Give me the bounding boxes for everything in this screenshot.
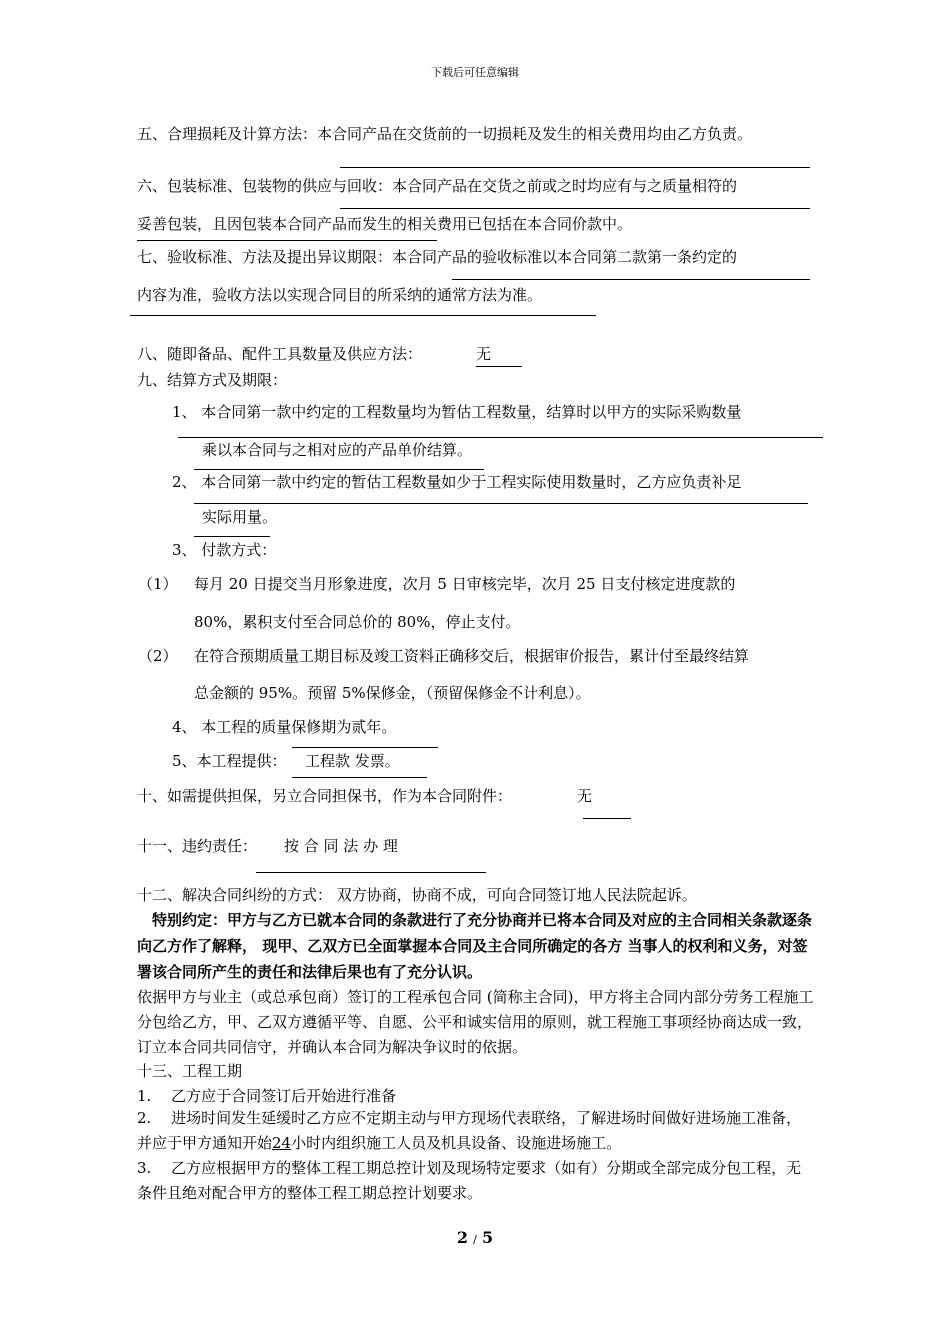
clause-9-2-line1: 2、 本合同第一款中约定的暂估工程数量如少于工程实际使用数量时，乙方应负责补足 <box>172 473 742 491</box>
payment-1-number: （1） <box>138 575 178 593</box>
clause-5: 五、合理损耗及计算方法：本合同产品在交货前的一切损耗及发生的相关费用均由乙方负责。 <box>137 125 753 143</box>
clause-6-line2: 妥善包装，且因包装本合同产品而发生的相关费用已包括在本合同价款中。 <box>137 215 633 233</box>
fill-line <box>194 503 808 504</box>
clause-9-4: 4、 本工程的质量保修期为贰年。 <box>172 718 397 736</box>
clause-13-1: 1. 乙方应于合同签订后开始进行准备 <box>137 1087 397 1105</box>
clause-7-line1: 七、验收标准、方法及提出异议期限：本合同产品的验收标准以本合同第二款第一条约定的 <box>137 248 738 266</box>
clause-9-5: 5、本工程提供： <box>172 752 287 770</box>
fill-line <box>476 366 522 367</box>
clause-9: 九、结算方式及期限： <box>137 371 288 389</box>
clause-13-2-post: 小时内组织施工人员及机具设备、设施进场施工。 <box>291 1134 622 1152</box>
fill-line <box>130 315 596 316</box>
basis-paragraph: 依据甲方与业主（或总承包商）签订的工程承包合同 (简称主合同)，甲方将主合同内部分劳务工程施工分包给乙方，甲、乙双方遵循平等、自愿、公平和诚实信用的原则，就工程施工事项经协商达成一致，订立本合同共同信守，并确认本合同为解决争议时的依据。 <box>137 988 814 1056</box>
current-page: 2 <box>456 1228 469 1247</box>
fill-line <box>178 437 823 438</box>
clause-13-heading: 十三、工程工期 <box>137 1062 243 1080</box>
clause-9-3: 3、 付款方式： <box>172 541 277 559</box>
notice-hours: 24 <box>272 1134 292 1152</box>
page-header: 下载后可任意编辑 <box>431 66 519 79</box>
payment-2-line1: 在符合预期质量工期目标及竣工资料正确移交后，根据审价报告，累计付至最终结算 <box>194 647 750 665</box>
clause-6-line1: 六、包装标准、包装物的供应与回收：本合同产品在交货之前或之时均应有与之质量相符的 <box>137 177 738 195</box>
page-separator: / <box>473 1233 477 1246</box>
clause-9-1-line1: 1、 本合同第一款中约定的工程数量均为暂估工程数量，结算时以甲方的实际采购数量 <box>172 403 742 421</box>
special-agreement: 特别约定：甲方与乙方已就本合同的条款进行了充分协商并已将本合同及对应的主合同相关条款逐条向乙方作了解释， 现甲、乙双方已全面掌握本合同及主合同所确定的各方 当事人的权利和义务，对签署该合同所产生的责任和法律后果也有了充分认识。 <box>137 911 813 981</box>
clause-7-line2: 内容为准，验收方法以实现合同目的所采纳的通常方法为准。 <box>137 286 543 304</box>
page-number <box>0 1228 950 1247</box>
payment-1-line1: 每月 20 日提交当月形象进度，次月 5 日审核完毕，次月 25 日支付核定进度款的 <box>194 575 736 593</box>
clause-13-3: 3. 乙方应根据甲方的整体工程工期总控计划及现场特定要求（如有）分期或全部完成分包工程，无条件且绝对配合甲方的整体工程工期总控计划要求。 <box>137 1159 802 1202</box>
fill-line <box>137 240 437 241</box>
total-pages: 5 <box>481 1228 494 1247</box>
fill-line <box>340 167 810 168</box>
fill-line <box>452 279 810 280</box>
clause-8: 八、随即备品、配件工具数量及供应方法： <box>137 345 423 363</box>
fill-line <box>292 747 438 748</box>
fill-line <box>256 872 486 873</box>
clause-10-value: 无 <box>577 787 593 805</box>
clause-9-5-value: 工程款 发票。 <box>305 752 400 770</box>
payment-2-line2: 总金额的 95%。预留 5%保修金，（预留保修金不计利息）。 <box>194 684 591 702</box>
clause-9-2-line2: 实际用量。 <box>202 508 278 526</box>
fill-line <box>292 777 427 778</box>
clause-11-value: 按 合 同 法 办 理 <box>284 837 398 855</box>
clause-8-value: 无 <box>476 345 492 363</box>
payment-2-number: （2） <box>138 647 178 665</box>
clause-13-2 <box>137 1106 815 1156</box>
clause-9-1-line2: 乘以本合同与之相对应的产品单价结算。 <box>202 441 473 459</box>
clause-11: 十一、违约责任： <box>137 837 258 855</box>
payment-1-line2: 80%，累积支付至合同总价的 80%，停止支付。 <box>194 613 521 631</box>
fill-line <box>583 818 631 819</box>
fill-line <box>340 208 810 209</box>
clause-12: 十二、解决合同纠纷的方式： 双方协商，协商不成，可向合同签订地人民法院起诉。 <box>137 886 697 904</box>
fill-line <box>194 469 484 470</box>
fill-line <box>194 536 270 537</box>
clause-13-2-pre: 2. 进场时间发生延缓时乙方应不定期主动与甲方现场代表联络，了解进场时间做好进场施工准备，并应于甲方通知开始 <box>137 1109 802 1152</box>
clause-10: 十、如需提供担保，另立合同担保书，作为本合同附件： <box>137 787 513 805</box>
